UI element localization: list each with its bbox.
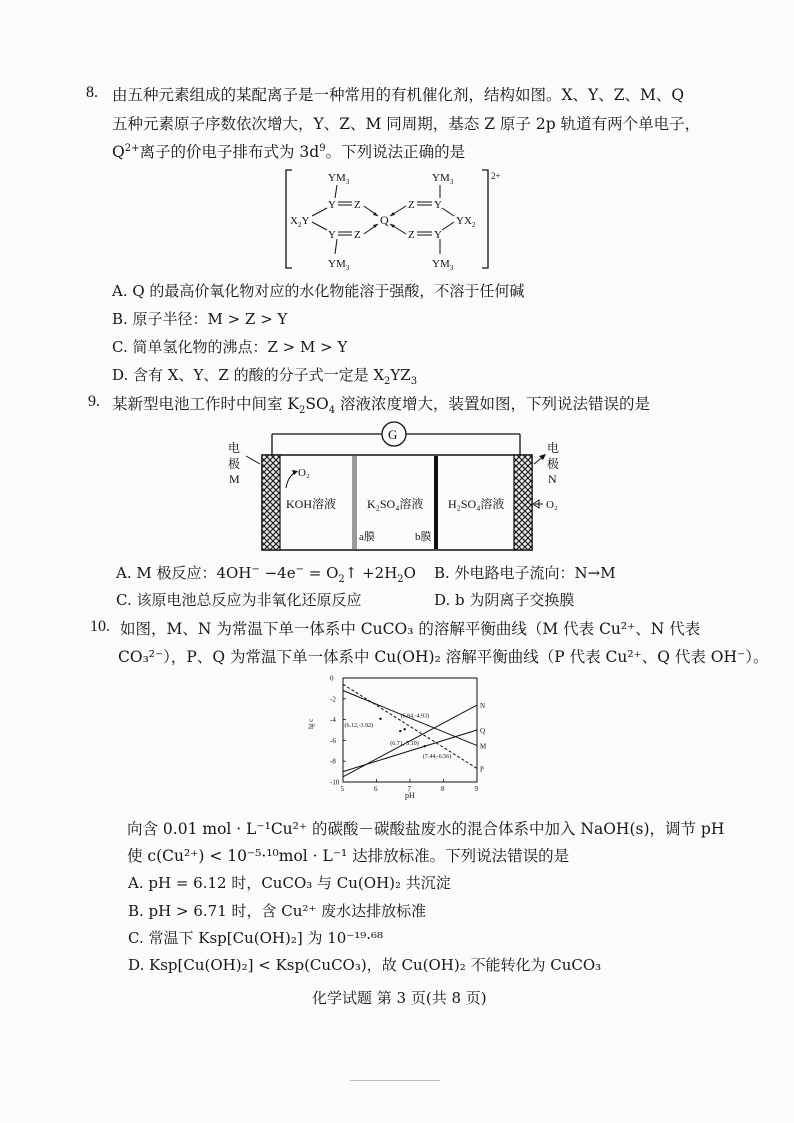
y-tick-label: 0 bbox=[330, 674, 334, 683]
question-9-option-a[interactable]: A. M 极反应：$4OH^- -4e^- = O_2↑ +2H_2O$ bbox=[116, 564, 416, 585]
ym3-top-left: $YM_3$ bbox=[328, 172, 350, 186]
electrode-n-plate bbox=[514, 455, 532, 550]
membrane-a bbox=[352, 456, 357, 549]
membrane-b-label: b膜 bbox=[415, 531, 432, 543]
y-tick-label: -8 bbox=[330, 757, 336, 766]
svg-text:Y: Y bbox=[328, 229, 336, 241]
annotation-label: (7.44,-6.56) bbox=[422, 754, 452, 761]
svg-text:Z: Z bbox=[408, 229, 415, 241]
question-8-option-d[interactable]: D. 含有 X、Y、Z 的酸的分子式一定是 $X_2YZ_3$ bbox=[112, 366, 418, 387]
annotation-label: (6.84,-4.93) bbox=[400, 713, 430, 720]
question-10-option-d[interactable]: D. Ksp[Cu(OH)₂] < Ksp(CuCO₃)，故 Cu(OH)₂ 不能转化为 CuCO₃ bbox=[128, 956, 602, 974]
electrode-n-label-3: N bbox=[548, 472, 557, 486]
question-9-stem: 某新型电池工作时中间室 $K_2SO_4$ 溶液浓度增大，装置如图，下列说法错误的是 bbox=[112, 395, 651, 417]
electrode-m-label-2: 极 bbox=[228, 457, 241, 471]
series-label-M: M bbox=[480, 742, 487, 751]
series-label-Q: Q bbox=[480, 727, 486, 735]
solubility-chart bbox=[305, 670, 505, 800]
battery-diagram bbox=[222, 418, 582, 554]
x-tick-label: 8 bbox=[441, 785, 445, 793]
question-9-number: 9. bbox=[88, 393, 100, 410]
question-9-option-d[interactable]: D. b 为阴离子交换膜 bbox=[434, 591, 575, 609]
chart-y-label: lg c bbox=[307, 718, 315, 729]
electrode-m-plate bbox=[262, 455, 280, 550]
ym3-bottom-left: $YM_3$ bbox=[328, 258, 350, 272]
y-tick-label: -2 bbox=[330, 695, 336, 704]
annotation-label: (6.71,-5.10) bbox=[390, 741, 419, 748]
annotation-label: (6.12,-3.92) bbox=[344, 722, 374, 729]
question-8-option-c[interactable]: C. 简单氢化物的沸点：Z > M > Y bbox=[112, 338, 348, 356]
question-10-line-3: 向含 0.01 mol · L⁻¹Cu²⁺ 的碳酸－碳酸盐废水的混合体系中加入 NaOH(s)，调节 pH bbox=[127, 820, 725, 838]
annotation-point bbox=[399, 730, 401, 732]
question-10-option-b[interactable]: B. pH > 6.71 时，含 Cu²⁺ 废水达排放标准 bbox=[128, 902, 427, 920]
yx2-right: $YX_2$ bbox=[456, 215, 476, 229]
chart-annotations bbox=[345, 712, 452, 760]
question-8-line-1: 由五种元素组成的某配离子是一种常用的有机催化剂，结构如图。X、Y、Z、M、Q bbox=[112, 86, 685, 104]
svg-text:Z: Z bbox=[408, 199, 415, 211]
series-label-P: P bbox=[480, 765, 484, 774]
question-10-line-1: 如图，M、N 为常温下单一体系中 CuCO₃ 的溶解平衡曲线（M 代表 Cu²⁺、N 代表 bbox=[120, 620, 701, 638]
q-center: Q bbox=[380, 213, 389, 227]
question-8-line-2: 五种元素原子序数依次增大，Y、Z、M 同周期，基态 Z 原子 2p 轨道有两个单电子， bbox=[112, 115, 701, 133]
o2-left: O₂ bbox=[298, 467, 310, 479]
x-tick-label: 5 bbox=[340, 785, 344, 793]
y-tick-label: -10 bbox=[330, 778, 340, 787]
question-10-line-2: CO₃²⁻），P、Q 为常温下单一体系中 Cu(OH)₂ 溶解平衡曲线（P 代表 Cu²⁺、Q 代表 OH⁻）。 bbox=[118, 648, 769, 666]
k2so4-solution-label: K₂SO₄溶液 bbox=[367, 497, 424, 511]
series-label-N: N bbox=[480, 702, 486, 711]
o2-right: O₂ bbox=[546, 499, 558, 511]
question-9-option-c[interactable]: C. 该原电池总反应为非氧化还原反应 bbox=[116, 591, 362, 609]
ym3-top-right: $YM_3$ bbox=[432, 172, 454, 186]
footer-divider bbox=[350, 1080, 440, 1081]
annotation-point bbox=[403, 728, 405, 730]
question-10-option-a[interactable]: A. pH = 6.12 时，CuCO₃ 与 Cu(OH)₂ 共沉淀 bbox=[128, 874, 451, 892]
annotation-point bbox=[424, 745, 426, 747]
chart-x-label: pH bbox=[405, 791, 415, 800]
galvanometer-label: G bbox=[388, 427, 398, 442]
membrane-a-label: a膜 bbox=[359, 531, 375, 543]
svg-text:Z: Z bbox=[354, 199, 361, 211]
y-tick-label: -4 bbox=[330, 716, 336, 725]
question-8-number: 8. bbox=[86, 84, 98, 101]
right-bracket bbox=[482, 170, 488, 268]
question-9-option-b[interactable]: B. 外电路电子流向：N→M bbox=[434, 564, 616, 582]
series-line-Q bbox=[343, 730, 477, 772]
ym3-bottom-right: $YM_3$ bbox=[432, 258, 454, 272]
y-tick-label: -6 bbox=[330, 736, 336, 745]
chart-series bbox=[343, 684, 487, 777]
h2so4-solution-label: H₂SO₄溶液 bbox=[448, 497, 505, 511]
charge-label: 2+ bbox=[491, 171, 501, 181]
chart-axes bbox=[330, 675, 479, 794]
svg-text:Y: Y bbox=[434, 199, 442, 211]
question-10-number: 10. bbox=[90, 618, 110, 635]
koh-solution-label: KOH溶液 bbox=[286, 497, 336, 511]
membrane-b bbox=[434, 456, 438, 549]
electrode-n-label-2: 极 bbox=[547, 457, 560, 471]
complex-ion-structure bbox=[282, 166, 512, 274]
page-footer: 化学试题 第 3 页(共 8 页) bbox=[312, 989, 487, 1007]
x2y-left: $X_2Y$ bbox=[290, 215, 310, 229]
x-tick-label: 7 bbox=[407, 785, 411, 793]
question-10-line-4: 使 c(Cu²⁺) < 10⁻⁵·¹⁰mol · L⁻¹ 达排放标准。下列说法错误的是 bbox=[127, 847, 570, 865]
svg-text:Y: Y bbox=[434, 229, 442, 241]
svg-text:Z: Z bbox=[354, 229, 361, 241]
x-tick-label: 6 bbox=[374, 785, 378, 793]
electrode-m-label-1: 电 bbox=[228, 441, 241, 455]
annotation-point bbox=[379, 718, 381, 720]
svg-text:Y: Y bbox=[328, 199, 336, 211]
question-8-option-a[interactable]: A. Q 的最高价氧化物对应的水化物能溶于强酸，不溶于任何碱 bbox=[112, 282, 525, 300]
question-8-line-3: $Q^{2+}$离子的价电子排布式为 $3d^9$。下列说法正确的是 bbox=[112, 142, 466, 161]
question-8-option-b[interactable]: B. 原子半径：M > Z > Y bbox=[112, 310, 288, 328]
question-10-option-c[interactable]: C. 常温下 Ksp[Cu(OH)₂] 为 10⁻¹⁹·⁶⁸ bbox=[128, 929, 384, 947]
x-tick-label: 9 bbox=[474, 785, 478, 793]
electrode-m-label-3: M bbox=[229, 472, 240, 486]
electrode-n-label-1: 电 bbox=[547, 441, 560, 455]
